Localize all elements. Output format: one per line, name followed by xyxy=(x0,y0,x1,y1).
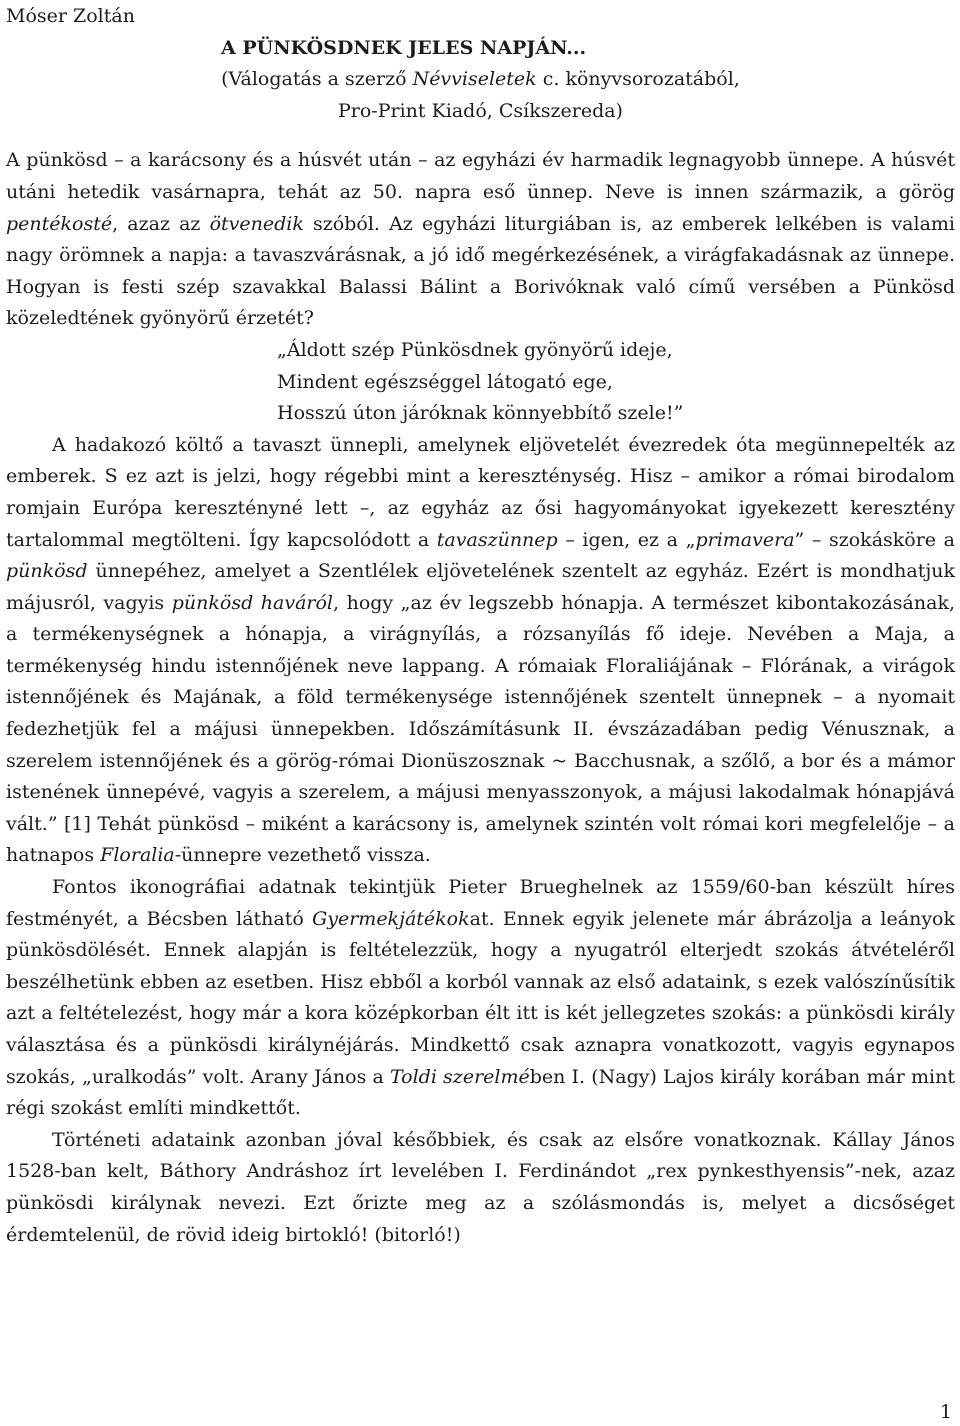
poem-line: Mindent egészséggel látogató ege, xyxy=(277,370,613,393)
paragraph-1: A pünkösd – a karácsony és a húsvét után – az egyházi év harmadik legnagyobb ünnepe. A húsvét utáni hetedik vasárnapra, tehát az 50. napra eső ünnep. Neve is innen származik, a görög pentékosté, azaz az ötvenedik szóból. Az egyházi liturgiában is, az emberek lelkében is valami nagy örömnek a napja: a tavaszvárásnak, a jó idő megérkezésének, a virágfakadásnak az ünnepe. Hogyan is festi szép szavakkal Balassi Bálint a Borivóknak való című versében a Pünkösd közeledtének gyönyörű érzetét? xyxy=(6,149,955,330)
paragraph-4: Történeti adataink azonban jóval későbbiek, és csak az elsőre vonatkoznak. Kállay János 1528-ban kelt, Báthory Andráshoz írt levelében I. Ferdinándot „rex pynkesthyensis”-nek, azaz pünkösdi királynak nevezi. Ezt őrizte meg az a szólásmondás is, melyet a dicsőséget érdemtelenül, de rövid ideig birtokló! (bitorló!) xyxy=(6,1128,955,1246)
page-number: 1 xyxy=(939,1401,952,1423)
article-title: A PÜNKÖSDNEK JELES NAPJÁN... xyxy=(221,36,587,59)
subtitle-line-2: Pro-Print Kiadó, Csíkszereda) xyxy=(338,99,623,122)
poem-quote xyxy=(6,335,955,430)
paragraph-2: A hadakozó költő a tavaszt ünnepli, amelynek eljövetelét évezredek óta megünnepelték az emberek. S ez azt is jelzi, hogy régebbi mint a kereszténység. Hisz – amikor a római birodalom romjain Európa keresztényné lett –, az egyház az ősi hagyományokat igyekezett keresztény tartalommal megtölteni. Így kapcsolódott a tavaszünnep – igen, ez a „primavera” – szokásköre a pünkösd ünnepéhez, amelyet a Szentlélek eljövetelének szentelt az egyház. Ezért is mondhatjuk májusról, vagyis pünkösd haváról, hogy „az év legszebb hónapja. A természet kibontakozásának, a termékenységnek a hónapja, a virágnyílás, a rózsanyílás fő ideje. Nevében a Maja, a termékenység hindu istennőjének neve lappang. A rómaiak Floraliájának – Flórának, a virágok istennőjének és Majának, a föld termékenysége istennőjének szentelt ünnepnek – a nyomait fedezhetjük fel a májusi ünnepekben. Időszámításunk II. évszázadában pedig Vénusznak, a szerelem istennőjének és a görög-római Dionüszosznak ~ Bacchusnak, a szőlő, a bor és a mámor istenének ünnepévé, vagyis a szerelem, a májusi menyasszonyok, a májusi lakodalmak hónapjává vált.” [1] Tehát pünkösd – miként a karácsony is, amelynek szintén volt római kori megfelelője – a hatnapos Floralia-ünnepre vezethető vissza. xyxy=(6,433,955,867)
author-name: Móser Zoltán xyxy=(6,5,135,27)
poem-line: „Áldott szép Pünkösdnek gyönyörű ideje, xyxy=(277,338,673,361)
poem-line: Hosszú úton járóknak könnyebbítő szele!” xyxy=(277,402,684,425)
paragraph-3: Fontos ikonográfiai adatnak tekintjük Pieter Brueghelnek az 1559/60-ban készült híres festményét, a Bécsben látható Gyermekjátékokat. Ennek egyik jelenete már ábrázolja a leányok pünkösdölését. Ennek alapján is feltételezzük, hogy a nyugatról elterjedt szokás átvételéről beszélhetünk ebben az esetben. Hisz ebből a korból vannak az első adataink, s ezek valószínűsítik azt a feltételezést, hogy már a kora középkorban élt itt is két jellegzetes szokás: a pünkösdi király választása és a pünkösdi királynéjárás. Mindkettő csak aznapra vonatkozott, vagyis egynapos szokás, „uralkodás” volt. Arany János a Toldi szerelmében I. (Nagy) Lajos király korában már mint régi szokást említi mindkettőt. xyxy=(6,876,955,1120)
subtitle-line-1: (Válogatás a szerző Névviseletek c. könyvsorozatából, xyxy=(221,68,740,91)
subtitle-series-title: Névviseletek xyxy=(412,68,537,91)
